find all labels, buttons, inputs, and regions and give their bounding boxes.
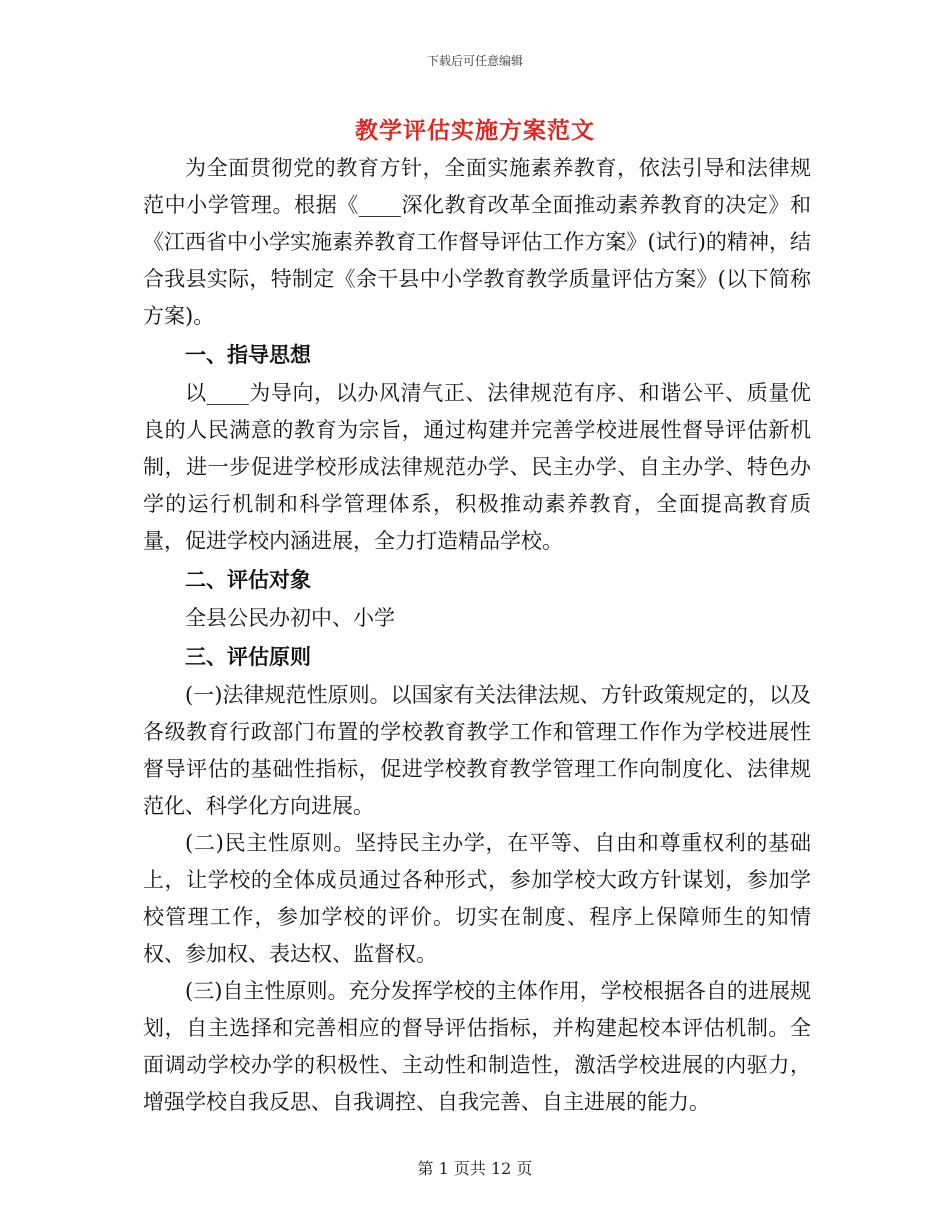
- page-header-note: 下载后可任意编辑: [426, 54, 523, 68]
- evaluation-target-paragraph: 全县公民办初中、小学: [185, 606, 395, 630]
- document-body: [143, 150, 811, 1121]
- principle-legal-paragraph: (一)法律规范性原则。以国家有关法律法规、方针政策规定的，以及各级教育行政部门布置的学校教育教学工作和管理工作作为学校进展性督导评估的基础性指标，促进学校教育教学管理工作向制度化、法律规范化、科学化方向进展。: [143, 683, 811, 818]
- section-heading-evaluation-principles: 三、评估原则: [185, 644, 311, 669]
- section-heading-guiding-ideology: 一、指导思想: [185, 342, 311, 367]
- principle-autonomy-paragraph: (三)自主性原则。充分发挥学校的主体作用，学校根据各自的进展规划，自主选择和完善相应的督导评估指标，并构建起校本评估机制。全面调动学校办学的积极性、主动性和制造性，激活学校进展的内驱力，增强学校自我反思、自我调控、自我完善、自主进展的能力。: [143, 979, 811, 1114]
- document-title: 教学评估实施方案范文: [355, 117, 595, 144]
- page-number-footer: 第 1 页共 12 页: [417, 1159, 533, 1178]
- principle-democratic-paragraph: (二)民主性原则。坚持民主办学，在平等、自由和尊重权利的基础上，让学校的全体成员通过各种形式，参加学校大政方针谋划，参加学校管理工作，参加学校的评价。切实在制度、程序上保障师生的知情权、参加权、表达权、监督权。: [143, 831, 811, 966]
- guiding-ideology-paragraph: 以____为导向，以办风清气正、法律规范有序、和谐公平、质量优良的人民满意的教育为宗旨，通过构建并完善学校进展性督导评估新机制，进一步促进学校形成法律规范办学、民主办学、自主办学、特色办学的运行机制和科学管理体系，积极推动素养教育，全面提高教育质量，促进学校内涵进展，全力打造精品学校。: [143, 381, 811, 553]
- intro-paragraph: 为全面贯彻党的教育方针，全面实施素养教育，依法引导和法律规范中小学管理。根据《____深化教育改革全面推动素养教育的决定》和《江西省中小学实施素养教育工作督导评估工作方案》(试行)的精神，结合我县实际，特制定《余干县中小学教育教学质量评估方案》(以下简称方案)。: [143, 156, 811, 328]
- section-heading-evaluation-target: 二、评估对象: [185, 567, 311, 592]
